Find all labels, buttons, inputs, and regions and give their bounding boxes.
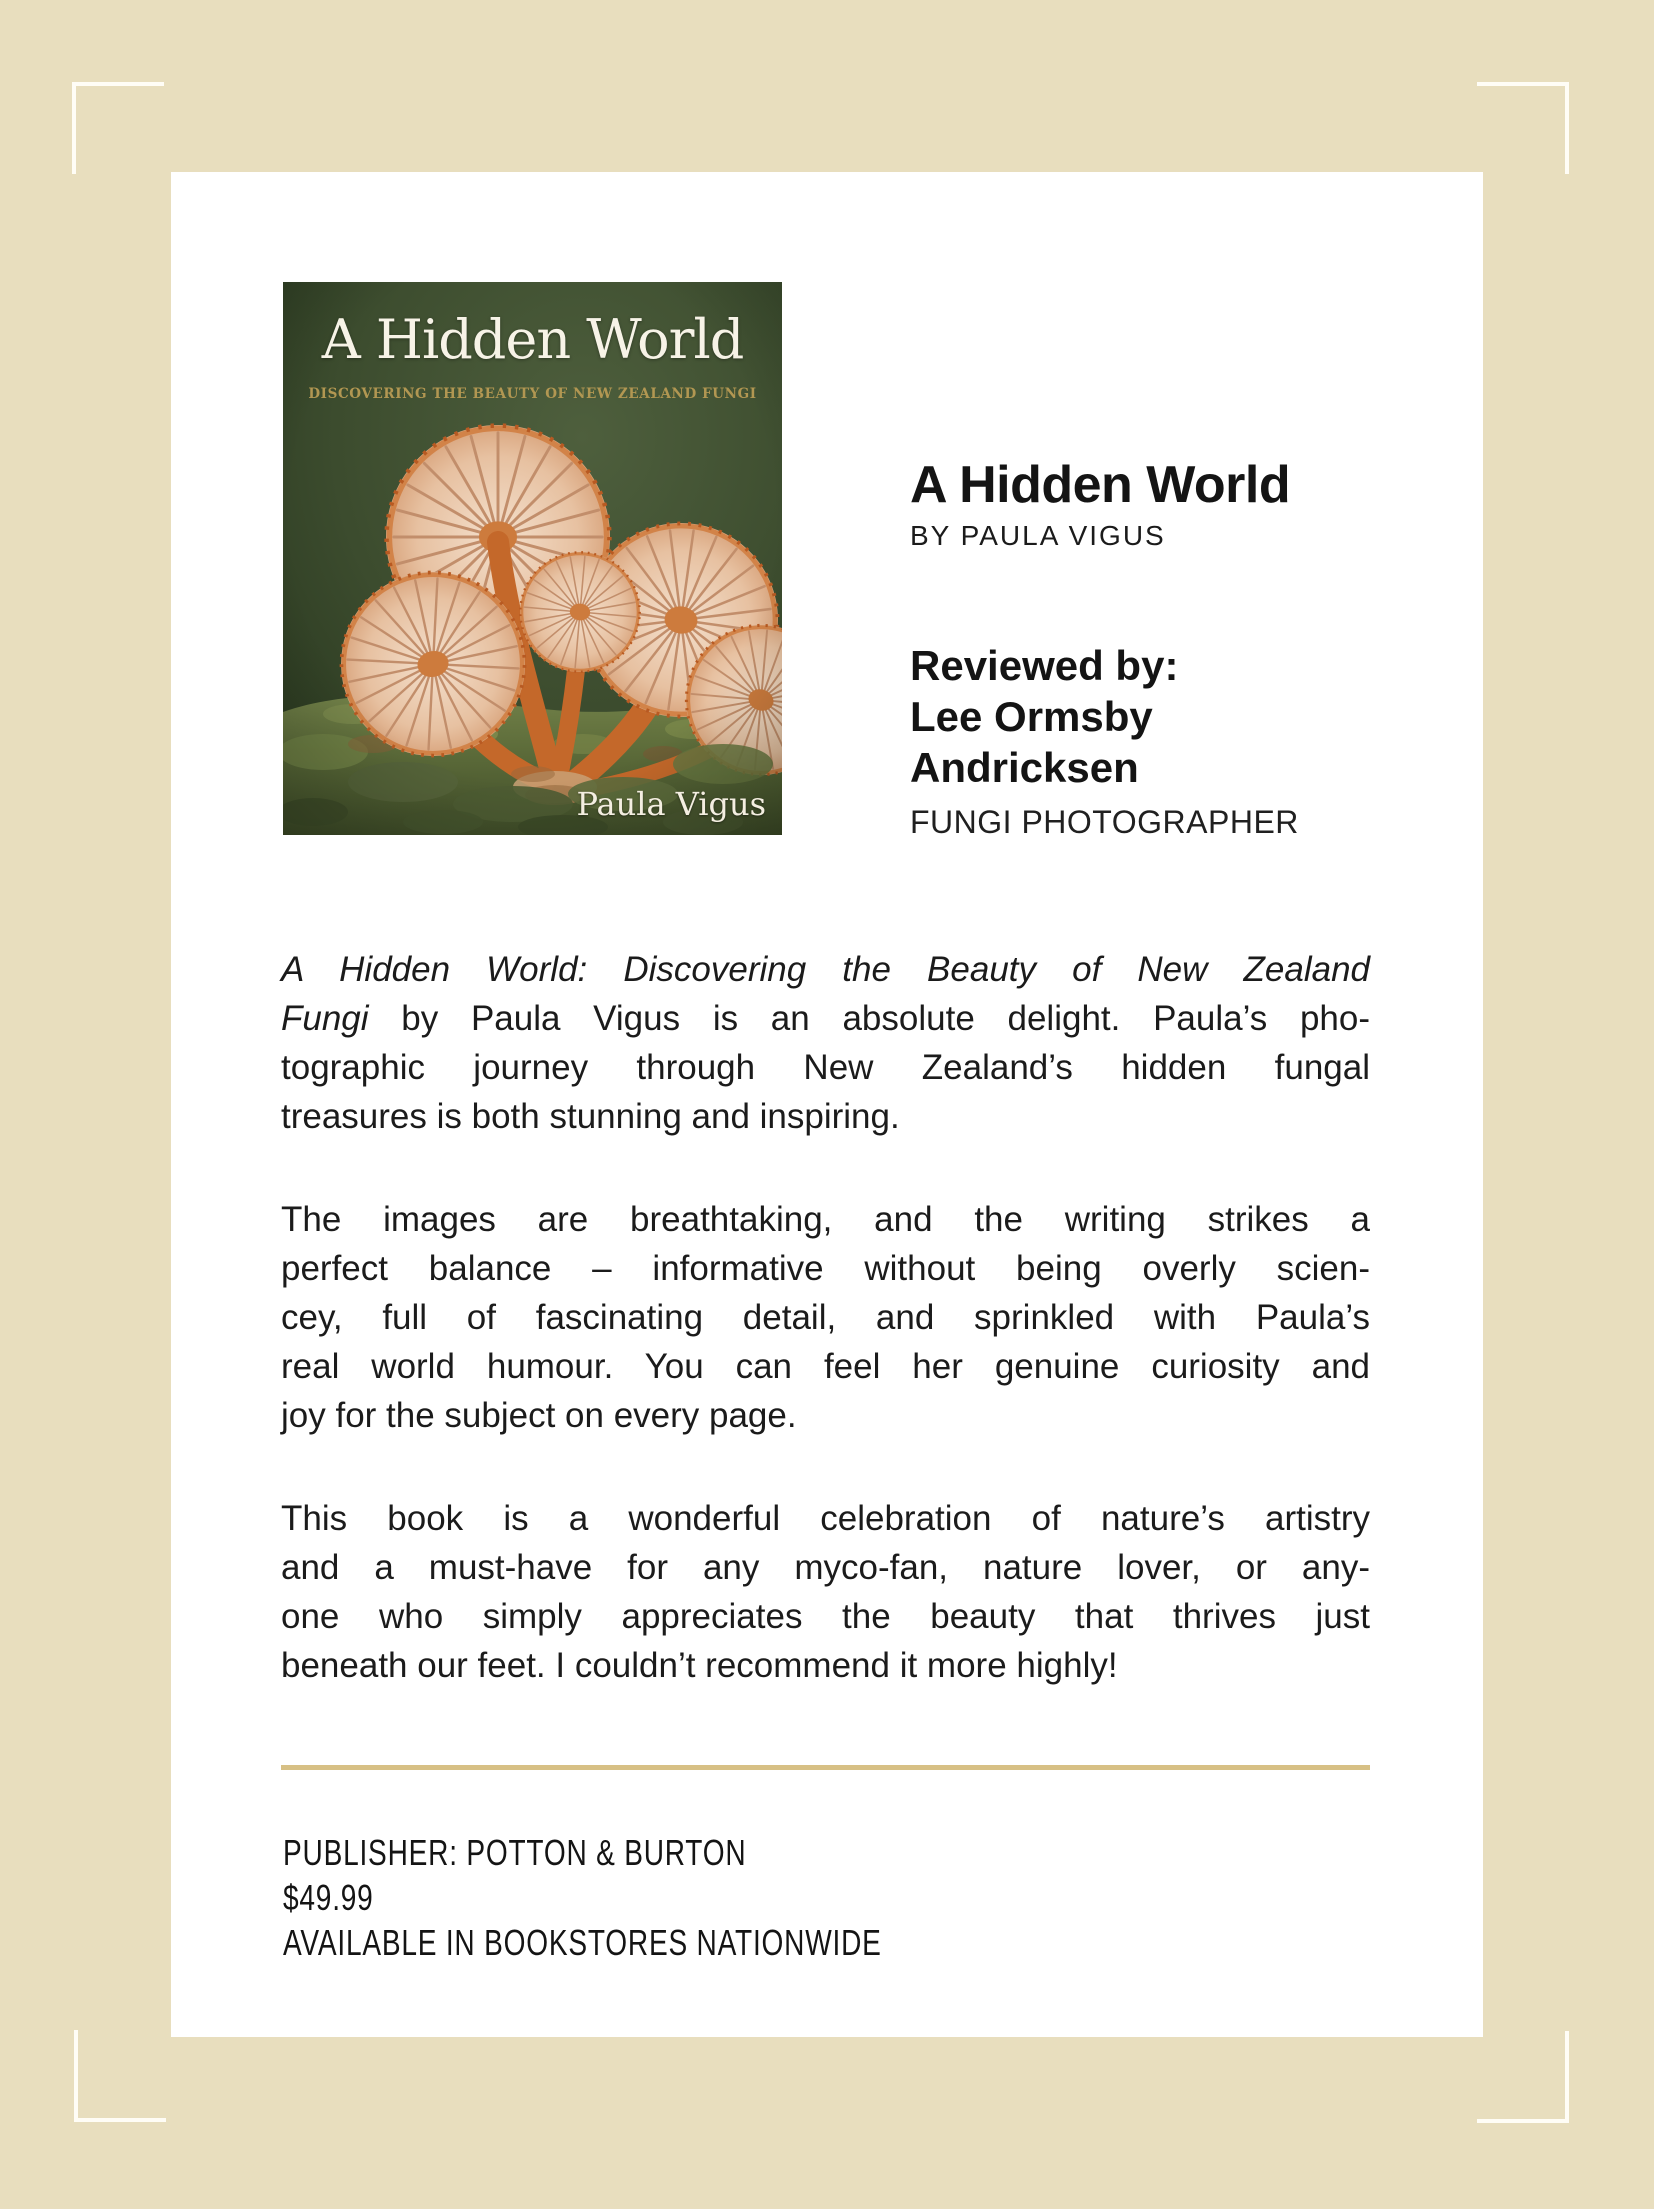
publication-details xyxy=(283,1830,1051,1965)
reviewer-block xyxy=(910,640,1178,793)
review-paragraph xyxy=(281,1494,1370,1690)
review-line: beneath our feet. I couldn’t recommend it more highly! xyxy=(281,1646,1118,1685)
reviewer-name-line2: Andricksen xyxy=(910,744,1139,791)
review-line: A Hidden World: Discovering the Beauty of New Zealand xyxy=(281,950,1370,989)
review-line: one who simply appreciates the beauty that thrives just xyxy=(281,1597,1370,1636)
crop-mark-bottom-left xyxy=(74,2030,166,2122)
crop-mark-top-right xyxy=(1477,82,1569,174)
gold-divider xyxy=(281,1765,1370,1770)
review-line: The images are breathtaking, and the writing strikes a xyxy=(281,1200,1370,1239)
review-line: cey, full of fascinating detail, and sprinkled with Paula’s xyxy=(281,1298,1370,1337)
book-byline: BY PAULA VIGUS xyxy=(910,520,1166,551)
crop-mark-bottom-right xyxy=(1477,2031,1569,2123)
publisher-line: PUBLISHER: POTTON & BURTON xyxy=(283,1832,747,1873)
review-line: Fungi by Paula Vigus is an absolute delight. Paula’s pho- xyxy=(281,999,1370,1038)
reviewer-name-line1: Lee Ormsby xyxy=(910,693,1153,740)
review-text xyxy=(281,945,1370,1744)
review-line: perfect balance – informative without being overly scien- xyxy=(281,1249,1370,1288)
review-line: This book is a wonderful celebration of nature’s artistry xyxy=(281,1499,1370,1538)
review-paragraph xyxy=(281,1195,1370,1440)
review-line: and a must-have for any myco-fan, nature lover, or any- xyxy=(281,1548,1370,1587)
review-line: treasures is both stunning and inspiring. xyxy=(281,1097,900,1136)
review-line: joy for the subject on every page. xyxy=(281,1396,797,1435)
reviewed-by-label: Reviewed by: xyxy=(910,642,1179,689)
book-title: A Hidden World xyxy=(910,456,1291,514)
review-paragraph xyxy=(281,945,1370,1141)
cover-author-credit: Paula Vigus xyxy=(576,785,766,823)
review-line: tographic journey through New Zealand’s hidden fungal xyxy=(281,1048,1370,1087)
availability-line: AVAILABLE IN BOOKSTORES NATIONWIDE xyxy=(283,1922,882,1963)
cover-subtitle: DISCOVERING THE BEAUTY OF NEW ZEALAND FUNGI xyxy=(308,386,757,402)
cover-title: A Hidden World xyxy=(321,308,744,371)
crop-mark-top-left xyxy=(72,82,164,174)
book-cover xyxy=(283,282,782,835)
price-line: $49.99 xyxy=(283,1877,374,1918)
reviewer-role: FUNGI PHOTOGRAPHER xyxy=(910,804,1299,840)
review-line: real world humour. You can feel her genuine curiosity and xyxy=(281,1347,1370,1386)
